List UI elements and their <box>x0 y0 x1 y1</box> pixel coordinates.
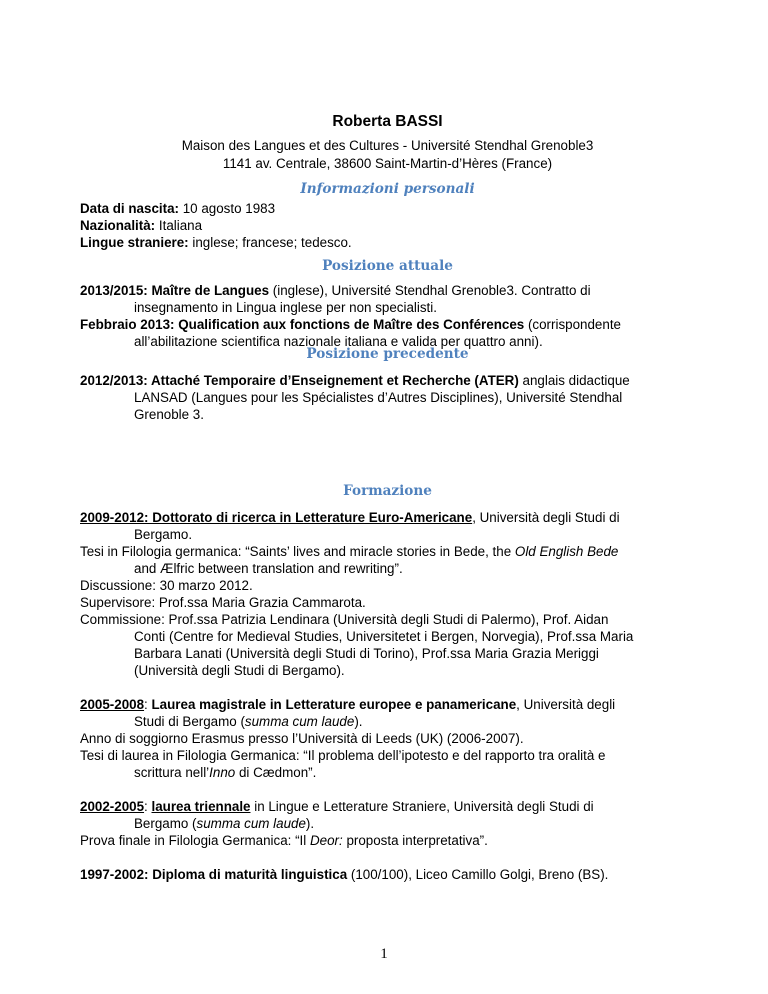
ma-cont <box>80 713 695 730</box>
phd-committee-3: Barbara Lanati (Università degli Studi di Torino), Prof.ssa Maria Grazia Meriggi <box>134 646 599 661</box>
section-education-title: Formazione <box>343 483 432 499</box>
phd-thesis-italic: Old English Bede <box>514 544 619 559</box>
page-number: 1 <box>380 946 388 962</box>
previous-entry-1-text: anglais didactique <box>518 373 630 388</box>
section-personal-title: Informazioni personali <box>300 181 475 197</box>
phd-entry <box>80 509 695 526</box>
current-entry-2-text: (corrispondente <box>524 317 621 332</box>
phd-defense: Discussione: 30 marzo 2012. <box>80 578 253 593</box>
ba-separator: : <box>144 799 152 814</box>
ba-cont-text: Bergamo ( <box>134 816 197 831</box>
ma-thesis-cont-text: scrittura nell’ <box>134 765 210 780</box>
address: 1141 av. Centrale, 38600 Saint-Martin-d’Hères (France) <box>222 156 553 171</box>
ma-separator: : <box>144 697 152 712</box>
languages <box>80 234 695 251</box>
birth-date <box>80 200 695 217</box>
ba-label: laurea triennale <box>151 799 251 814</box>
ma-thesis-italic: Inno <box>209 765 236 780</box>
section-current-title: Posizione attuale <box>322 258 453 274</box>
nationality-value: Italiana <box>155 218 203 233</box>
current-entry-2-cont: all’abilitazione scientifica nazionale italiana e valida per quattro anni). <box>134 334 543 349</box>
phd-supervisor: Supervisore: Prof.ssa Maria Grazia Cammarota. <box>80 595 366 610</box>
affiliation: Maison des Langues et des Cultures - Université Stendhal Grenoble3 <box>181 138 594 153</box>
ma-honors: summa cum laude <box>244 714 355 729</box>
phd-text: , Università degli Studi di <box>472 510 620 525</box>
ba-years: 2002-2005 <box>80 799 145 814</box>
ba-final-italic: Deor: <box>309 833 343 848</box>
section-previous-title: Posizione precedente <box>306 346 469 362</box>
current-entry-1-label: 2013/2015: Maître de Langues <box>80 283 270 298</box>
ba-honors: summa cum laude <box>196 816 306 831</box>
phd-cont: Bergamo. <box>134 527 193 542</box>
ba-cont <box>80 815 695 832</box>
ma-erasmus: Anno di soggiorno Erasmus presso l’Università di Leeds (UK) (2006-2007). <box>80 731 524 746</box>
languages-label: Lingue straniere: <box>80 235 189 250</box>
phd-committee-4: (Università degli Studi di Bergamo). <box>134 663 345 678</box>
ma-years: 2005-2008 <box>80 697 145 712</box>
phd-thesis <box>80 543 695 560</box>
previous-entry-1-cont-1: LANSAD (Langues pour les Spécialistes d’Autres Disciplines), Université Stendhal <box>134 390 623 405</box>
ma-thesis: Tesi di laurea in Filologia Germanica: “Il problema dell’ipotesto e del rapporto tra oralità e <box>80 748 606 763</box>
ma-text: , Università degli <box>516 697 616 712</box>
phd-thesis-text: Tesi in Filologia germanica: “Saints’ lives and miracle stories in Bede, the <box>80 544 515 559</box>
hs-entry <box>80 866 695 883</box>
ba-cont-end: ). <box>305 816 315 831</box>
ba-final-text: Prova finale in Filologia Germanica: “Il <box>80 833 310 848</box>
current-entry-2 <box>80 316 695 333</box>
person-name: Roberta BASSI <box>332 113 443 130</box>
languages-value: inglese; francese; tedesco. <box>188 235 352 250</box>
hs-label: 1997-2002: Diploma di maturità linguistica <box>80 867 348 882</box>
current-entry-2-label: Febbraio 2013: Qualification aux fonctions de Maître des Conférences <box>80 317 525 332</box>
ma-label: Laurea magistrale in Letterature europee e panamericane <box>151 697 517 712</box>
ma-entry <box>80 696 695 713</box>
ba-entry <box>80 798 695 815</box>
phd-committee-1: Commissione: Prof.ssa Patrizia Lendinara (Università degli Studi di Palermo), Prof. Aidan <box>80 612 609 627</box>
ma-thesis-cont-end: di Cædmon”. <box>235 765 317 780</box>
ma-cont-end: ). <box>354 714 363 729</box>
current-entry-1-cont: insegnamento in Lingua inglese per non specialisti. <box>134 300 437 315</box>
ma-thesis-cont <box>80 764 695 781</box>
nationality-label: Nazionalità: <box>80 218 156 233</box>
current-entry-1 <box>80 282 695 299</box>
current-entry-1-text: (inglese), Université Stendhal Grenoble3. Contratto di <box>269 283 591 298</box>
ma-cont-text: Studi di Bergamo ( <box>134 714 245 729</box>
previous-entry-1 <box>80 372 695 389</box>
phd-committee-2: Conti (Centre for Medieval Studies, Universitetet i Bergen, Norvegia), Prof.ssa Maria <box>134 629 634 644</box>
previous-entry-1-cont-2: Grenoble 3. <box>134 407 204 422</box>
previous-entry-1-label: 2012/2013: Attaché Temporaire d’Enseignement et Recherche (ATER) <box>80 373 519 388</box>
phd-label: 2009-2012: Dottorato di ricerca in Letterature Euro-Americane <box>80 510 473 525</box>
ba-final <box>80 832 695 849</box>
phd-thesis-cont: and Ælfric between translation and rewriting”. <box>134 561 403 576</box>
hs-text: (100/100), Liceo Camillo Golgi, Breno (BS). <box>347 867 609 882</box>
ba-final-end: proposta interpretativa”. <box>342 833 488 848</box>
birth-value: 10 agosto 1983 <box>178 201 276 216</box>
ba-text: in Lingue e Letterature Straniere, Università degli Studi di <box>250 799 594 814</box>
birth-label: Data di nascita: <box>80 201 179 216</box>
nationality <box>80 217 695 234</box>
